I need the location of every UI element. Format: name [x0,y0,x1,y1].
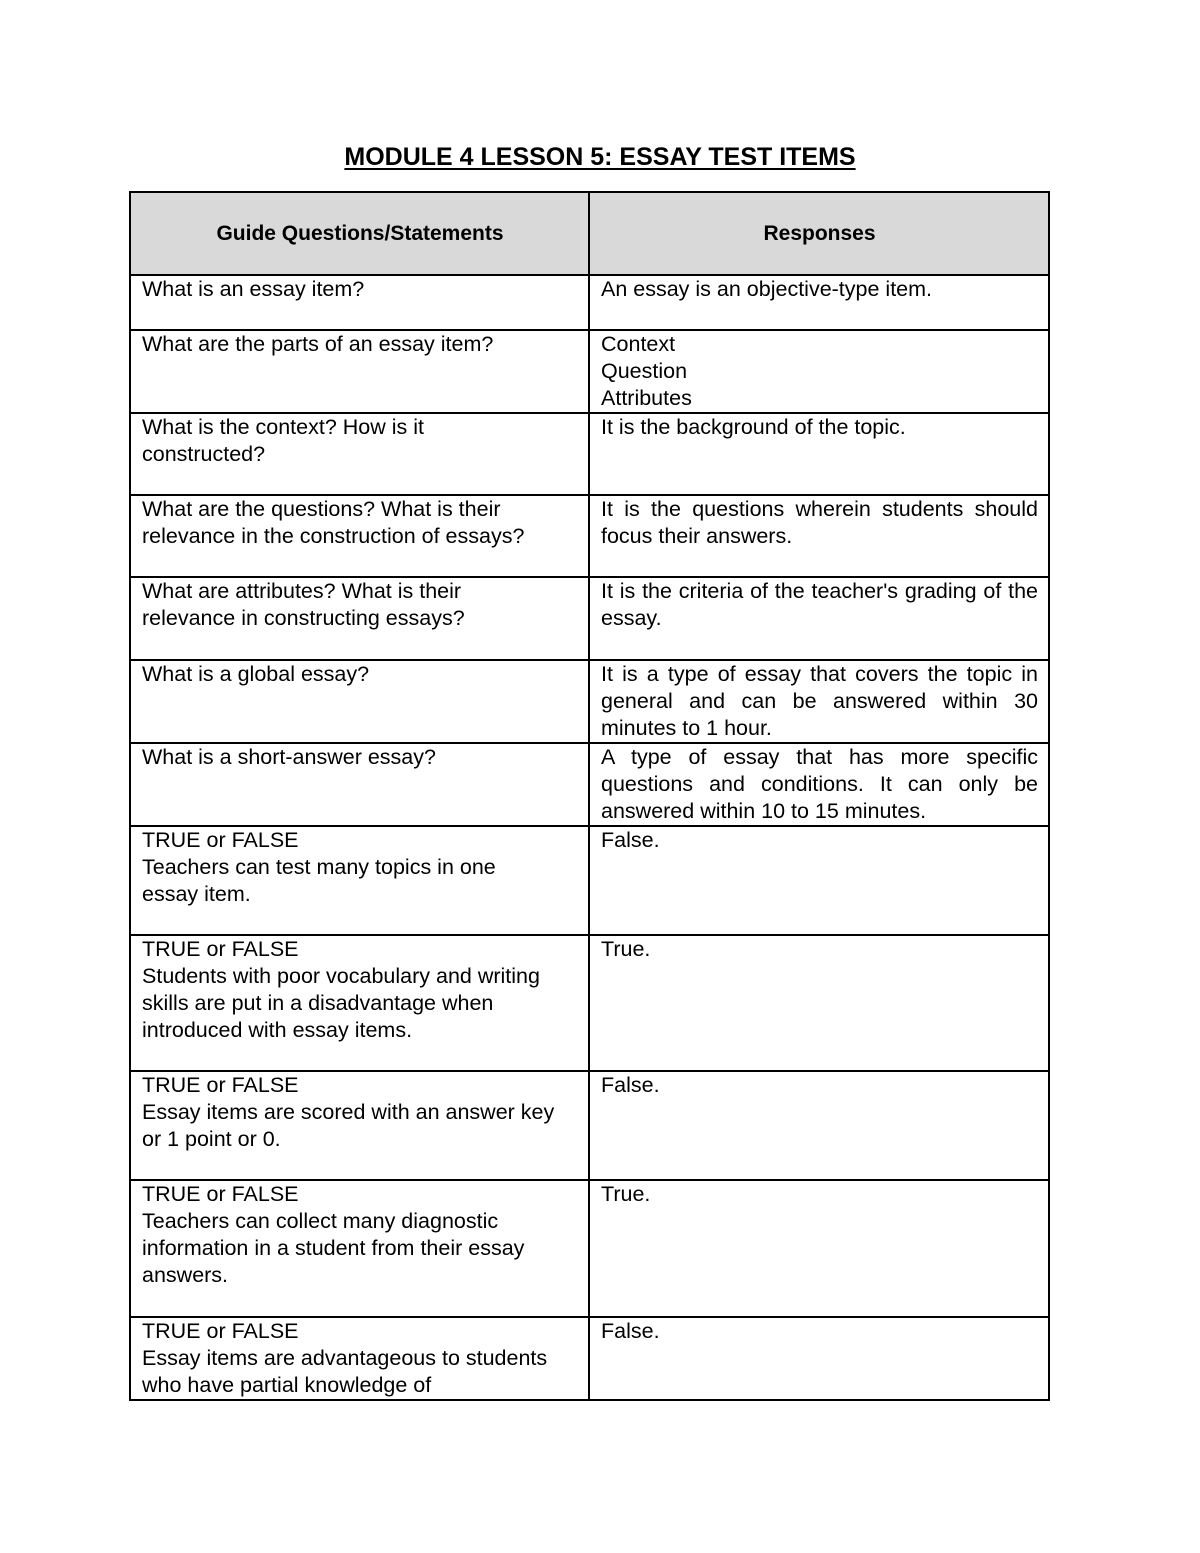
response-text: It is a type of essay that covers the topic in general and can be answered within 30 minutes to 1 hour. [601,662,1038,740]
question-cell [130,660,589,743]
question-cell [130,413,589,495]
response-text: Attributes [601,386,692,410]
table-row [130,1071,1049,1180]
question-text: Essay items are advantageous to students who have partial knowledge of [142,1346,548,1397]
response-cell [589,1317,1049,1400]
response-text: Context [601,332,676,356]
response-cell [589,1180,1049,1317]
response-cell [589,330,1049,413]
question-cell [130,826,589,935]
response-cell [589,275,1049,330]
response-cell [589,743,1049,826]
response-text: True. [601,937,651,961]
response-text: An essay is an objective-type item. [601,277,933,301]
response-cell [589,577,1049,660]
header-responses: Responses [589,192,1049,275]
table-row [130,743,1049,826]
page-title: MODULE 4 LESSON 5: ESSAY TEST ITEMS [344,143,856,171]
response-text: It is the background of the topic. [601,415,906,439]
response-cell [589,826,1049,935]
question-text: What is an essay item? [142,277,365,301]
true-false-label: TRUE or FALSE [142,1073,299,1097]
question-cell [130,577,589,660]
question-text: What is a short-answer essay? [142,745,436,769]
table-row [130,826,1049,935]
question-text: What are the parts of an essay item? [142,332,494,356]
header-guide-questions: Guide Questions/Statements [130,192,589,275]
table-header-row [130,192,1049,275]
question-cell [130,330,589,413]
response-text: True. [601,1182,651,1206]
response-text: False. [601,1073,660,1097]
table-row [130,413,1049,495]
response-text: It is the criteria of the teacher's grading of the essay. [601,579,1038,630]
question-cell [130,1317,589,1400]
table-row [130,1180,1049,1317]
question-text: Teachers can collect many diagnostic information in a student from their essay answers. [142,1209,525,1287]
question-text: What is a global essay? [142,662,370,686]
question-cell [130,935,589,1071]
true-false-label: TRUE or FALSE [142,1319,299,1343]
response-text: False. [601,1319,660,1343]
response-cell [589,495,1049,577]
table-row [130,577,1049,660]
response-cell [589,1071,1049,1180]
question-cell [130,1071,589,1180]
table-row [130,1317,1049,1400]
question-text: Essay items are scored with an answer key or 1 point or 0. [142,1100,555,1151]
question-text: What is the context? How is it constructed? [142,415,424,466]
table-row [130,660,1049,743]
response-text: It is the questions wherein students should focus their answers. [601,497,1038,548]
response-cell [589,935,1049,1071]
response-cell [589,413,1049,495]
response-text: False. [601,828,660,852]
question-cell [130,495,589,577]
table-row [130,935,1049,1071]
question-text: What are attributes? What is their relevance in constructing essays? [142,579,465,630]
response-text: Question [601,359,688,383]
response-cell [589,660,1049,743]
question-text: Students with poor vocabulary and writing skills are put in a disadvantage when introduced with essay items. [142,964,540,1042]
table-row [130,330,1049,413]
true-false-label: TRUE or FALSE [142,828,299,852]
true-false-label: TRUE or FALSE [142,1182,299,1206]
guide-questions-table [129,191,1050,1401]
true-false-label: TRUE or FALSE [142,937,299,961]
table-row [130,495,1049,577]
question-cell [130,1180,589,1317]
question-cell [130,275,589,330]
table-row [130,275,1049,330]
question-text: What are the questions? What is their relevance in the construction of essays? [142,497,525,548]
question-cell [130,743,589,826]
response-text: A type of essay that has more specific questions and conditions. It can only be answered within 10 to 15 minutes. [601,745,1038,823]
question-text: Teachers can test many topics in one essay item. [142,855,496,906]
